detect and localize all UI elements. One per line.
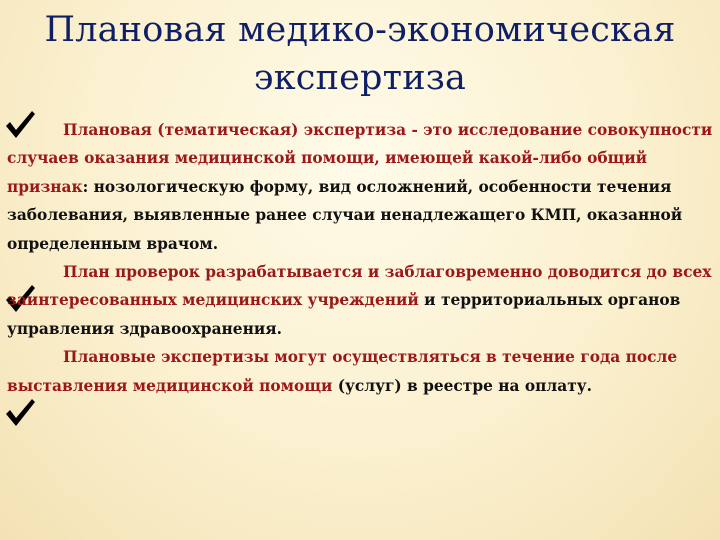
bullet-paragraph-3 (7, 343, 713, 400)
slide-title-line-2: экспертиза (253, 58, 467, 98)
highlighted-text: Плановые экспертизы могут осуществляться в течение года после выставления медицинской помощи (7, 348, 678, 395)
plain-text: и территориальных органов управления здравоохранения. (7, 291, 681, 338)
slide-title-line-1: Плановая медико-экономическая (44, 10, 676, 50)
highlighted-text: План проверок разрабатывается и заблаговременно доводится до всех заинтересованных медицинских учреждений (7, 263, 712, 310)
slide-title (0, 6, 720, 102)
plain-text: : нозологическую форму, вид осложнений, особенности течения заболевания, выявленные ранее случаи ненадлежащего КМП, оказанной определенным врачом. (7, 177, 683, 253)
bullet-paragraph-2 (7, 258, 713, 343)
highlighted-text: Плановая (тематическая) экспертиза - это исследование совокупности случаев оказания медицинской помощи, имеющей какой-либо общий признак (7, 121, 713, 196)
slide-body (7, 116, 713, 400)
bullet-paragraph-1 (7, 116, 713, 258)
checkmark-icon (3, 396, 37, 430)
plain-text: (услуг) в реестре на оплату. (332, 376, 592, 395)
